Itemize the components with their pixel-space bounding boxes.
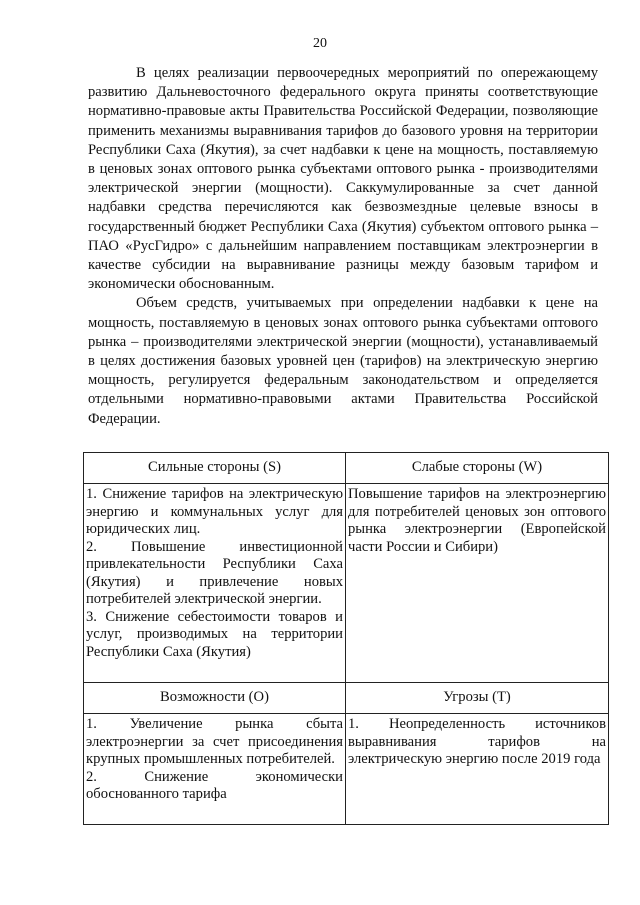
strengths-cell — [84, 484, 346, 683]
strength-item: 1. Снижение тарифов на электрическую энергию и коммунальных услуг для юридических лиц. — [86, 486, 343, 537]
weaknesses-cell — [346, 484, 609, 683]
strengths-header: Сильные стороны (S) — [84, 453, 346, 484]
strength-item: 2. Повышение инвестиционной привлекательности Республики Саха (Якутия) и привлечение новых потребителей электрической энергии. — [86, 538, 343, 607]
body-text — [88, 64, 598, 429]
threats-cell — [346, 714, 609, 825]
threats-header: Угрозы (T) — [346, 683, 609, 714]
paragraph-2: Объем средств, учитываемых при определении надбавки к цене на мощность, поставляемую в ценовых зонах оптового рынка субъектами оптового рынка – производителями электрической энергии (мощности), устанавливаемый в целях достижения базовых уровней цен (тарифов) на электрическую энергию мощность, регулируется федеральным законодательством и определяется отдельными нормативно-правовыми актами Правительства Российской Федерации. — [88, 295, 598, 427]
threat-item: 1. Неопределенность источников выравнивания тарифов на электрическую энергию после 2019 года — [348, 716, 606, 767]
opportunity-item: 1. Увеличение рынка сбыта электроэнергии за счет присоединения крупных промышленных потребителей. — [86, 716, 343, 767]
swot-header-row-2 — [84, 683, 609, 714]
swot-content-row-1 — [84, 484, 609, 683]
opportunities-header: Возможности (O) — [84, 683, 346, 714]
swot-table — [83, 452, 609, 825]
weaknesses-header: Слабые стороны (W) — [346, 453, 609, 484]
weakness-item: Повышение тарифов на электроэнергию для потребителей ценовых зон оптового рынка электроэнергии (Европейской части России и Сибири) — [348, 486, 606, 555]
swot-content-row-2 — [84, 714, 609, 825]
strength-item: 3. Снижение себестоимости товаров и услуг, производимых на территории Республики Саха (Якутия) — [86, 608, 343, 660]
swot-header-row-1 — [84, 453, 609, 484]
page-number: 20 — [313, 36, 327, 51]
opportunities-cell — [84, 714, 346, 825]
paragraph-1: В целях реализации первоочередных мероприятий по опережающему развитию Дальневосточного федерального округа приняты соответствующие нормативно-правовые акты Правительства Российской Федерации, позволяющие применить механизмы выравнивания тарифов до базового уровня на территории Республики Саха (Якутия), за счет надбавки к цене на мощность, поставляемую в ценовых зонах оптового рынка субъектами оптового рынка - производителями электрической энергии (мощности). Саккумулированные за счет данной надбавки средства перечисляются как безвозмездные целевые взносы в государственный бюджет Республики Саха (Якутия) субъектом оптового рынка – ПАО «РусГидро» с дальнейшим направлением поставщикам электроэнергии в качестве субсидии на выравнивание разницы между базовым тарифом и экономически обоснованным. — [88, 65, 598, 293]
opportunity-item: 2. Снижение экономически обоснованного тарифа — [86, 768, 343, 802]
